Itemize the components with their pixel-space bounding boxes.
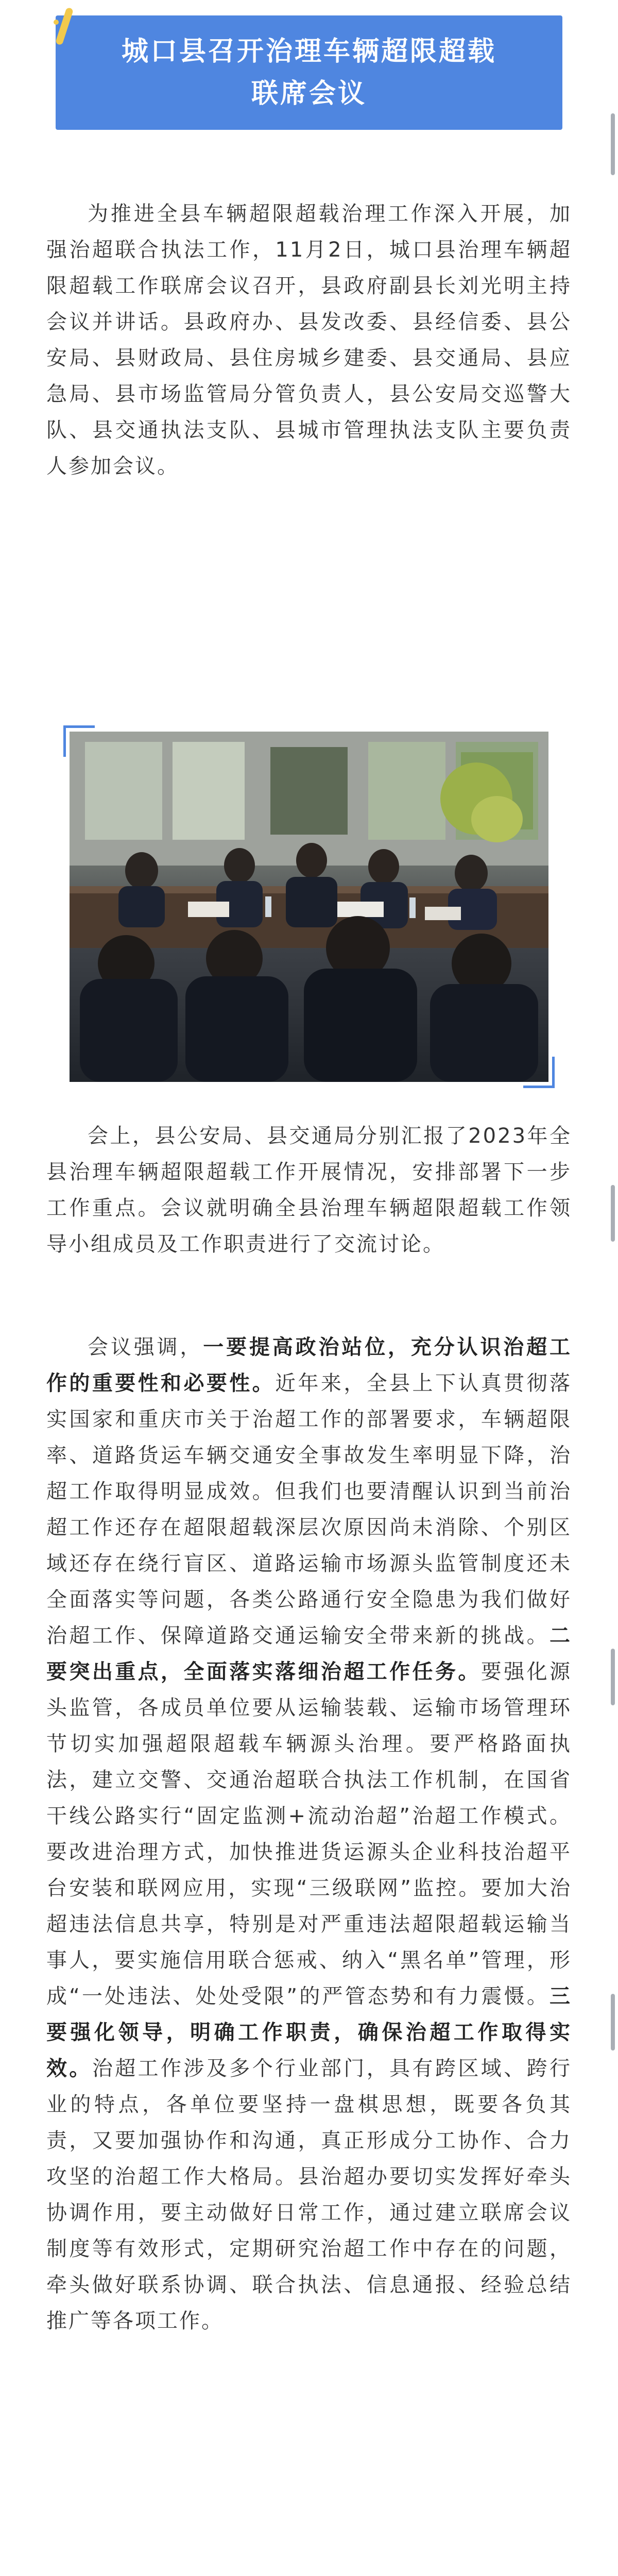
point1-heading: 一要提高政治站位，充分认识治超工作的重要性和必要性。 [46, 1335, 572, 1395]
point3-heading: 三要强化领导，明确工作职责，确保治超工作取得实效。 [46, 1985, 572, 2080]
side-scroll-mark [611, 1994, 615, 2050]
side-scroll-mark [611, 1649, 615, 1705]
point2-body: 要强化源头监管，各成员单位要从运输装载、运输市场管理环节切实加强超限超载车辆源头治理。要严格路面执法，建立交警、交通治超联合执法工作机制，在国省干线公路实行“固定监测+流动治超”治超工作模式。要改进治理方式，加快推进货运源头企业科技治超平台安装和联网应用，实现“三级联网”监控。要加大治超违法信息共享，特别是对严重违法超限超载运输当事人，要实施信用联合惩戒、纳入“黑名单”管理，形成“一处违法、处处受限”的严管态势和有力震慑。 [46, 1660, 572, 2008]
paragraph-intro: 为推进全县车辆超限超载治理工作深入开展，加强治超联合执法工作，11月2日，城口县治理车辆超限超载工作联席会议召开，县政府副县长刘光明主持会议并讲话。县政府办、县发改委、县经信委、县公安局、县财政局、县住房城乡建委、县交通局、县应急局、县市场监管局分管负责人，县公安局交巡警大队、县交通执法支队、县城市管理执法支队主要负责人参加会议。 [46, 202, 572, 478]
paragraph-emphasis [46, 1329, 572, 2339]
side-scroll-mark [611, 1185, 615, 1242]
article-title-line1: 城口县召开治理车辆超限超载 [121, 36, 496, 67]
emphasis-intro: 会议强调， [88, 1335, 203, 1359]
photo-frame-corner [523, 1057, 555, 1088]
side-scroll-mark [611, 113, 615, 175]
paragraph-report: 会上，县公安局、县交通局分别汇报了2023年全县治理车辆超限超载工作开展情况，安排部署下一步工作重点。会议就明确全县治理车辆超限超载工作领导小组成员及工作职责进行了交流讨论。 [46, 1124, 572, 1256]
article-title-line2: 联席会议 [251, 78, 367, 109]
point1-body: 近年来，全县上下认真贯彻落实国家和重庆市关于治超工作的部署要求，车辆超限率、道路货运车辆交通安全事故发生率明显下降，治超工作取得明显成效。但我们也要清醒认识到当前治超工作还存在超限超载深层次原因尚未消除、个别区域还存在绕行盲区、道路运输市场源头监管制度还未全面落实等问题，各类公路通行安全隐患为我们做好治超工作、保障道路交通运输安全带来新的挑战。 [46, 1371, 572, 1648]
point2-heading: 二要突出重点，全面落实落细治超工作任务。 [46, 1624, 572, 1684]
meeting-photo [70, 732, 548, 1082]
title-accent-dot [54, 20, 59, 25]
meeting-photo-frame [70, 732, 548, 1082]
point3-body: 治超工作涉及多个行业部门，具有跨区域、跨行业的特点，各单位要坚持一盘棋思想，既要各负其责，又要加强协作和沟通，真正形成分工协作、合力攻坚的治超工作大格局。县治超办要切实发挥好牵头协调作用，要主动做好日常工作，通过建立联席会议制度等有效形式，定期研究治超工作中存在的问题，牵头做好联系协调、联合执法、信息通报、经验总结推广等各项工作。 [46, 2057, 572, 2333]
article-title-banner [56, 15, 562, 130]
